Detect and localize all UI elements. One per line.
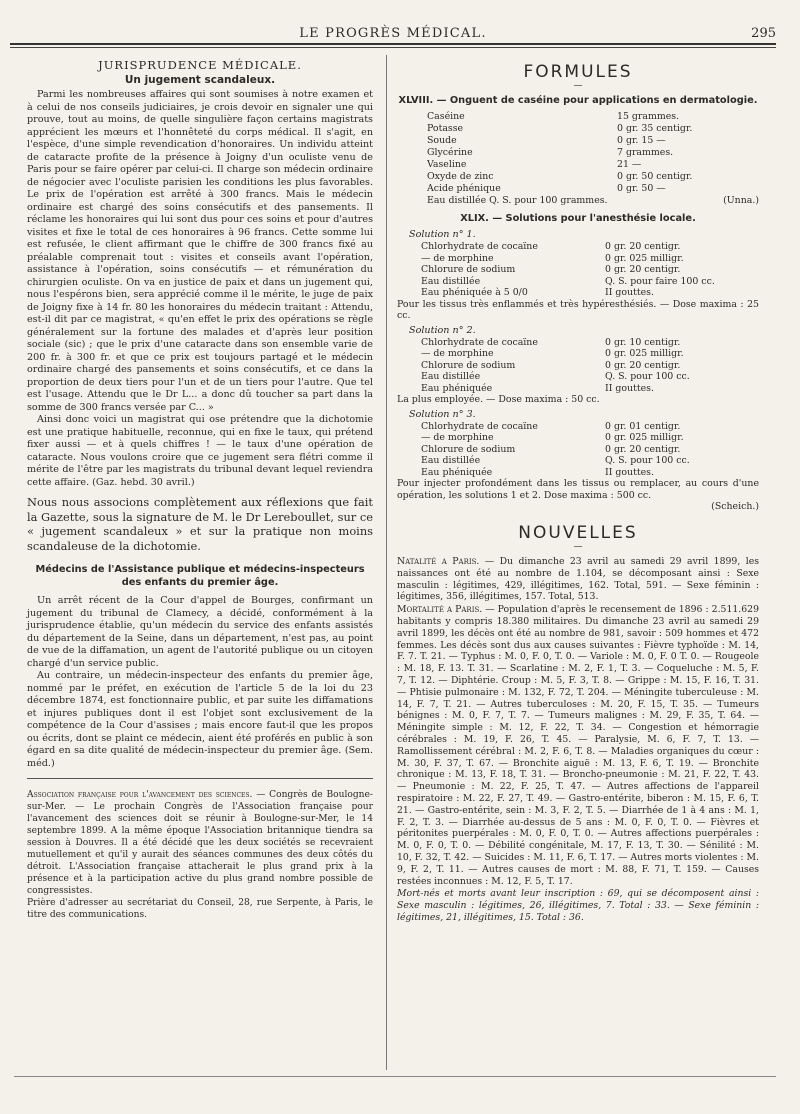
ingredient-row: [421, 371, 759, 383]
ingredient-name: Eau distillée: [421, 455, 481, 466]
formula-last-line: Eau distillée Q. S. pour 100 grammes. (Unna.): [427, 195, 759, 206]
ingredient-quantity: 0 gr. 20 centigr.: [605, 241, 681, 252]
ingredient-row: [427, 123, 759, 135]
ingredient-row: [421, 360, 759, 372]
ingredient-quantity: II gouttes.: [605, 466, 654, 478]
ingredient-row: [421, 276, 759, 288]
article-title: Un jugement scandaleux.: [124, 74, 276, 86]
header-rule-thin: [10, 47, 776, 48]
article-paragraph: Parmi les nombreuses affaires qui sont soumises à notre examen et à celui de nos conseils judiciaires, je crois devoir en signaler une qui prouve, tout au moins, de quelle singulière façon certains magistrats apprécient les mœurs et l'honnêteté du corps médical. Il s'agit, en l'espèce, d'une simple revendication d'honoraires. Un individu atteint de cataracte profite de la présence à Joigny d'un oculiste venu de Paris pour se faire opérer par celui-ci. Il charge son médecin ordinaire de négocier avec l'oculiste parisien les conditions les plus favorables. Le prix de l'opération est arrêté à 300 francs. Mais le médecin ordinaire est chargé des soins consécutifs et des pansements. Il réclame les honoraires qui lui sont dus pour ces soins et pour d'autres visites et fixe le total de ces honoraires à 96 francs. Cette somme lui est refusée, le client affirmant que le chiffre de 300 francs fixé au préalable comprenait tout : visites et conseils avant l'opération, assistance à l'opération, soins consécutifs — et rémunération du chirurgien oculiste. On va en justice de paix et dans un jugement qui, nous l'espérons bien, sera apprécié comme il le mérite, le juge de paix de Joigny fixe à 14 fr. 80 les honoraires du médecin traitant : Attendu, est-il dit par ce magistrat, « qu'en effet le prix des opérations se règle généralement sur la fortune des malades et d'après leur position sociale (sic) ; que le prix d'une cataracte dans son ensemble varie de 200 fr. à 300 fr. et que ce prix est toujours partagé et le médecin ordinaire chargé des pansements et soins consécutifs, et ce dans la proportion de deux tiers pour l'un et de un tiers pour l'autre. Que tel est l'usage. Attendu que le Dr L... a donc dû toucher sa part dans la somme de 300 francs versée par C... »: [27, 89, 373, 413]
news-item: Mortalité a Paris. — Population d'après le recensement de 1896 : 2.511.629 habitants y compris 18.380 militaires. Du dimanche 23 avril au samedi 29 avril 1899, les décès ont été au nombre de 981, savoir : 509 hommes et 472 femmes. Les décès sont dus aux causes suivantes : Fièvre typhoïde : M. 14, F. 7. T. 21. — Typhus : M. 0, F. 0, T. 0. — Variole : M. 0, F. 0 T. 0. — Rougeole : M. 18, F. 13. T. 31. — Scarlatine : M. 2, F. 1, T. 3. — Coqueluche : M. 5, F. 7, T. 12. — Diphtérie. Croup : M. 5, F. 3, T. 8. — Grippe : M. 15, F. 16, T. 31. — Phtisie pulmonaire : M. 132, F. 72, T. 204. — Méningite tuberculeuse : M. 14, F. 7, T. 21. — Autres tuberculoses : M. 20, F. 15, T. 35. — Tumeurs bénignes : M. 0, F. 7, T. 7. — Tumeurs malignes : M. 29, F. 35, T. 64. — Méningite simple : M. 12, F. 22, T. 34. — Congestion et hémorragie cérébrales : M. 19, F. 26, T. 45. — Paralysie, M. 6, F. 7, T. 13. — Ramollissement cérébral : M. 2, F. 6, T. 8. — Maladies organiques du cœur : M. 30, F. 37, T. 67. — Bronchite aiguë : M. 13, F. 6, T. 19. — Bronchite chronique : M. 13, F. 18, T. 31. — Broncho-pneumonie : M. 21, F. 22, T. 43. — Pneumonie : M. 22, F. 25, T. 47. — Autres affections de l'appareil respiratoire : M. 22, F. 27, T. 49. — Gastro-entérite, biberon : M. 15, F. 6, T. 21. — Gastro-entérite, sein : M. 3, F. 2, T. 5. — Diarrhée de 1 à 4 ans : M. 1, F. 2, T. 3. — Diarrhée au-dessus de 5 ans : M. 0, F. 0, T. 0. — Fièvres et péritonites puerpérales : M. 0, F. 0, T. 0. — Autres affections puerpérales : M. 0, F. 0, T. 0. — Débilité congénitale, M. 17, F. 13, T. 30. — Sénilité : M. 10, F. 32, T. 42. — Suicides : M. 11, F. 6, T. 17. — Autres morts violentes : M. 9, F. 2, T. 11. — Autres causes de mort : M. 88, F. 71, T. 159. — Causes restées inconnues : M. 12, F. 5, T. 17.: [397, 604, 759, 887]
ingredient-name: Chlorhydrate de cocaïne: [421, 420, 538, 432]
ingredient-name: Eau distillée: [421, 275, 481, 287]
ingredient-row: [421, 287, 759, 299]
ingredient-row: [421, 421, 759, 433]
page-number: 295: [751, 26, 776, 41]
ingredient-row: [427, 159, 759, 171]
ingredient-name: Potasse: [427, 123, 464, 134]
ingredient-quantity: II gouttes.: [605, 287, 654, 298]
right-column: [397, 58, 759, 925]
ingredient-quantity: Q. S. pour 100 cc.: [605, 371, 690, 382]
ingredient-quantity: 15 grammes.: [617, 111, 680, 122]
heading-dash: —: [573, 81, 583, 91]
ingredient-quantity: 0 gr. 01 centigr.: [605, 420, 681, 432]
ingredient-quantity: Q. S. pour 100 cc.: [605, 455, 690, 466]
source-citation: (Scheich.): [711, 501, 759, 512]
heading-dash: —: [573, 542, 583, 552]
formula-table: [427, 111, 759, 195]
article-title: Médecins de l'Assistance publique et médecins-inspecteurs des enfants du premier âge.: [35, 564, 365, 588]
ingredient-quantity: 0 gr. 20 centigr.: [605, 443, 681, 455]
ingredient-name: Eau phéniquée à 5 0/0: [421, 287, 528, 298]
ingredient-quantity: 0 gr. 025 milligr.: [605, 252, 684, 264]
ingredient-quantity: 7 grammes.: [617, 147, 674, 158]
ingredient-row: [421, 444, 759, 456]
news-item: Association française pour l'avancement des sciences. — Congrès de Boulogne-sur-Mer. — Le prochain Congrès de l'Association française pour l'avancement des sciences doit se réunir à Boulogne-sur-Mer, le 14 septembre 1899. A la même époque l'Association britannique tiendra sa session à Douvres. Il a été décidé que les deux sociétés se recevraient mutuellement et qu'il y aurait des séances communes des deux côtés du détroit. L'Association française attacherait le plus grand prix à la présence et à la participation active du plus grand nombre possible de congressistes.: [27, 790, 373, 896]
ingredient-quantity: 0 gr. 15 —: [617, 135, 666, 146]
ingredient-quantity: 0 gr. 025 milligr.: [605, 348, 684, 359]
ingredient-row: [427, 135, 759, 147]
ingredient-row: [427, 171, 759, 183]
ingredient-row: [421, 264, 759, 276]
ingredient-name: — de morphine: [421, 252, 494, 264]
ingredient-name: — de morphine: [421, 432, 494, 443]
ingredient-name: Soude: [427, 135, 457, 146]
section-heading-formules: FORMULES: [523, 62, 633, 82]
ingredient-quantity: 0 gr. 20 centigr.: [605, 264, 681, 275]
section-title: JURISPRUDENCE MÉDICALE.: [98, 58, 302, 72]
ingredient-name: Glycérine: [427, 147, 473, 158]
ingredient-name: Chlorhydrate de cocaïne: [421, 241, 538, 252]
ingredient-quantity: 21 —: [617, 159, 642, 170]
ingredient-row: [421, 337, 759, 349]
separator: [27, 778, 373, 779]
ingredient-name: Chlorhydrate de cocaïne: [421, 336, 538, 348]
editorial-comment: Nous nous associons complètement aux réflexions que fait la Gazette, sous la signature de M. le Dr Lereboullet, sur ce « jugement scandaleux » et sur la pratique non moins scandaleuse de la dichotomie.: [27, 495, 373, 553]
solution-title: Solution n° 3.: [409, 408, 476, 420]
ingredient-row: [421, 455, 759, 467]
ingredient-row: [421, 348, 759, 360]
page-header: [10, 24, 776, 50]
ingredient-row: [421, 253, 759, 265]
ingredient-row: [421, 467, 759, 479]
footer-rule: [14, 1076, 776, 1077]
article-paragraph: Au contraire, un médecin-inspecteur des enfants du premier âge, nommé par le préfet, en exécution de l'article 5 de la loi du 23 décembre 1874, est fonctionnaire public, et par suite les diffamations et injures publiques dont il est l'objet sont exclusivement de la compétence de la Cour d'assises ; mais encore faut-il que les propos ou écrits, dont se plaint ce médecin, aient été proférés en public à son égard en sa dite qualité de médecin-inspecteur du premier âge. (Sem. méd.): [27, 670, 373, 769]
news-item: Natalité a Paris. — Du dimanche 23 avril au samedi 29 avril 1899, les naissances ont été au nombre de 1.104, se décomposant ainsi : Sexe masculin : légitimes, 429, illégitimes, 162. Total, 591. — Sexe féminin : légitimes, 356, illégitimes, 157. Total, 513.: [397, 556, 759, 603]
news-item: Prière d'adresser au secrétariat du Conseil, 28, rue Serpente, à Paris, le titre des communications.: [27, 898, 373, 920]
news-item: Mort-nés et morts avant leur inscription : 69, qui se décomposent ainsi : Sexe masculin : légitimes, 26, illégitimes, 7. Total : 33. — Sexe féminin : légitimes, 21, illégitimes, 15. Total : 36.: [397, 888, 759, 923]
ingredient-quantity: 0 gr. 50 centigr.: [617, 171, 693, 182]
ingredient-row: [421, 432, 759, 444]
left-column: [27, 58, 373, 921]
ingredient-quantity: Q. S. pour faire 100 cc.: [605, 275, 715, 287]
ingredient-name: Oxyde de zinc: [427, 171, 494, 182]
ingredient-quantity: 0 gr. 10 centigr.: [605, 336, 681, 348]
ingredient-name: Caséine: [427, 111, 465, 122]
ingredient-quantity: 0 gr. 025 milligr.: [605, 432, 684, 443]
ingredient-name: Chlorure de sodium: [421, 264, 516, 275]
ingredient-name: Eau distillée: [421, 371, 481, 382]
article-paragraph: Un arrêt récent de la Cour d'appel de Bourges, confirmant un jugement du tribunal de Clamecy, a décidé, conformément à la jurisprudence établie, qu'un médecin du service des enfants assistés du département de la Seine, dans un département, n'est pas, au point de vue de la diffamation, un agent de l'autorité publique ou un citoyen chargé d'un service public.: [27, 595, 373, 669]
ingredient-row: [421, 383, 759, 395]
ingredient-name: Acide phénique: [427, 183, 501, 194]
solution-title: Solution n° 2.: [409, 324, 476, 336]
ingredient-name: Chlorure de sodium: [421, 359, 516, 371]
solution-table: [421, 241, 759, 299]
solution-note: Pour les tissus très enflammés et très hypéresthésiés. — Dose maxima : 25 cc.: [397, 298, 759, 321]
article-paragraph: Ainsi donc voici un magistrat qui ose prétendre que la dichotomie est une pratique habituelle, reconnue, qui en fixe le taux, qui prétend fixer aussi — et à quels chiffres ! — le taux d'une opération de cataracte. Nous voulons croire que ce jugement sera flétri comme il mérite de l'être par les magistrats du tribunal devant lequel reviendra cette affaire. (Gaz. hebd. 30 avril.): [27, 414, 373, 488]
formula-title: XLIX. — Solutions pour l'anesthésie locale.: [460, 213, 696, 224]
ingredient-quantity: 0 gr. 35 centigr.: [617, 123, 693, 134]
ingredient-name: Chlorure de sodium: [421, 443, 516, 455]
solution-title: Solution n° 1.: [409, 229, 476, 240]
formula-title: XLVIII. — Onguent de caséine pour applications en dermatologie.: [398, 95, 758, 106]
ingredient-name: — de morphine: [421, 348, 494, 359]
ingredient-name: Eau phéniquée: [421, 382, 493, 394]
ingredient-row: [427, 147, 759, 159]
solution-note: La plus employée. — Dose maxima : 50 cc.: [397, 394, 600, 405]
solution-note: Pour injecter profondément dans les tissus ou remplacer, au cours d'une opération, les solutions 1 et 2. Dose maxima : 500 cc.: [397, 478, 759, 501]
solution-table: [421, 337, 759, 395]
section-heading-nouvelles: NOUVELLES: [518, 523, 638, 543]
header-rule: [10, 43, 776, 45]
column-divider: [386, 55, 387, 1070]
ingredient-name: Vaseline: [427, 159, 467, 170]
ingredient-quantity: 0 gr. 20 centigr.: [605, 359, 681, 371]
ingredient-quantity: 0 gr. 50 —: [617, 183, 666, 194]
ingredient-row: [427, 183, 759, 195]
ingredient-name: Eau phéniquée: [421, 466, 493, 478]
journal-title: LE PROGRÈS MÉDICAL.: [299, 26, 487, 41]
ingredient-quantity: II gouttes.: [605, 382, 654, 394]
solution-table: [421, 421, 759, 479]
ingredient-row: [421, 241, 759, 253]
ingredient-row: [427, 111, 759, 123]
